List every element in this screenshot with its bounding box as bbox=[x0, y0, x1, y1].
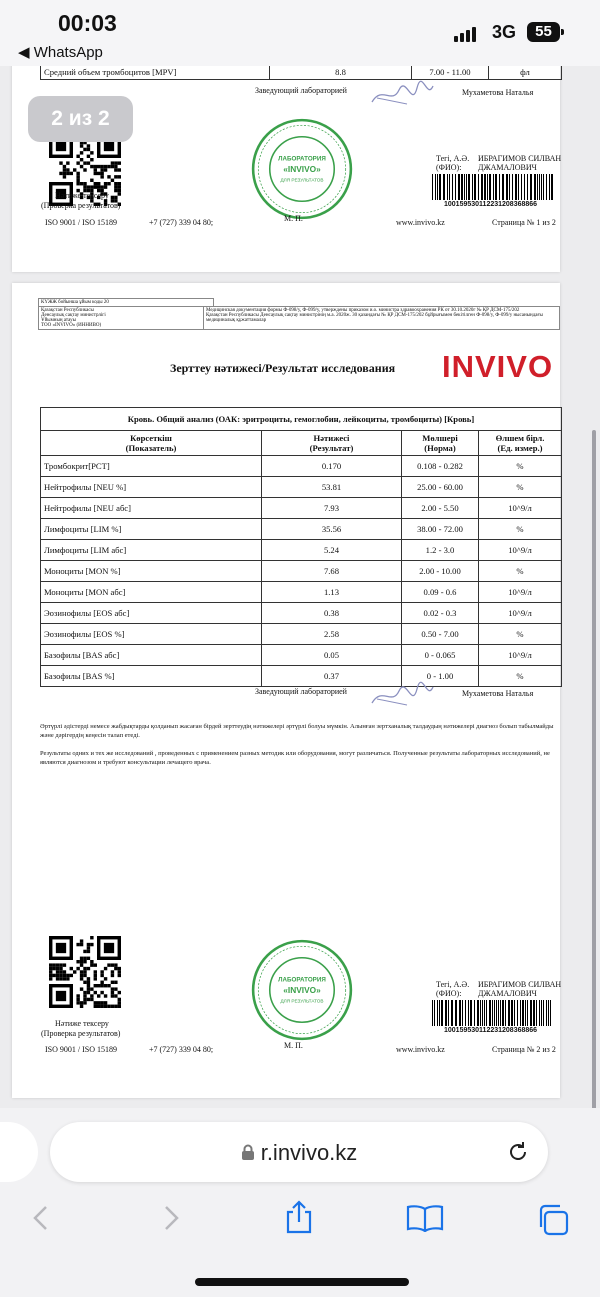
results-table bbox=[40, 407, 562, 687]
iso-label: ISO 9001 / ISO 15189 bbox=[45, 1045, 118, 1054]
result-row-mpv: Средний объем тромбоцитов [MPV] 8.8 7.00 - 11.00 фл bbox=[40, 65, 562, 80]
document-page-2 bbox=[12, 283, 560, 1098]
col-result: Нәтижесі (Результат) bbox=[262, 431, 402, 456]
previous-tab-preview[interactable] bbox=[0, 1122, 38, 1182]
svg-text:«INVIVO»: «INVIVO» bbox=[283, 985, 321, 996]
patient-name: ИБРАГИМОВ СИЛВАН bbox=[478, 980, 562, 989]
site-link[interactable]: www.invivo.kz bbox=[396, 1045, 445, 1054]
patient-label-2: (ФИО): bbox=[436, 163, 462, 172]
forward-icon[interactable] bbox=[160, 1204, 182, 1232]
address-bar[interactable] bbox=[50, 1122, 548, 1182]
url-label: r.invivo.kz bbox=[260, 1140, 358, 1165]
patient-label-2: (ФИО): bbox=[436, 989, 462, 998]
phone: +7 (727) 339 04 80; bbox=[149, 1045, 214, 1054]
barcode-icon bbox=[432, 174, 554, 200]
svg-text:ЛАБОРАТОРИЯ: ЛАБОРАТОРИЯ bbox=[278, 155, 326, 163]
verify-kz: Нәтиже тексеру bbox=[55, 1019, 109, 1028]
network-type: 3G bbox=[492, 22, 517, 42]
svg-text:ДЛЯ РЕЗУЛЬТАТОВ: ДЛЯ РЕЗУЛЬТАТОВ bbox=[280, 177, 324, 183]
status-bar bbox=[0, 0, 600, 66]
head-lab-name: Мухаметова Наталья bbox=[462, 88, 534, 97]
table-row: Эозинофилы [EOS %] 2.58 0.50 - 7.00 % bbox=[41, 624, 562, 645]
verify-ru: (Проверка результатов) bbox=[41, 1029, 121, 1038]
col-unit: Өлшем бірл. (Ед. измер.) bbox=[479, 431, 562, 456]
patient-name-2: ДЖАМАЛОВИЧ bbox=[478, 163, 537, 172]
barcode-number: 100159530112231208368866 bbox=[444, 1027, 538, 1034]
page-title: Зерттеу нәтижесі/Результат исследования bbox=[170, 361, 396, 375]
lock-icon bbox=[241, 1144, 255, 1161]
bookmarks-icon[interactable] bbox=[406, 1204, 444, 1232]
signature-icon bbox=[367, 681, 437, 711]
table-row: Тромбокрит[PCT] 0.170 0.108 - 0.282 % bbox=[41, 456, 562, 477]
table-row: Базофилы [BAS абс] 0.05 0 - 0.065 10^9/л bbox=[41, 645, 562, 666]
table-row: Нейтрофилы [NEU %] 53.81 25.00 - 60.00 % bbox=[41, 477, 562, 498]
page-indicator: 2 из 2 bbox=[28, 96, 133, 142]
invivo-logo: INVIVO bbox=[442, 349, 554, 384]
site-link[interactable]: www.invivo.kz bbox=[396, 218, 445, 227]
verify-ru: (Проверка результатов) bbox=[41, 201, 121, 210]
head-lab-label: Заведующий лабораторией bbox=[255, 86, 347, 95]
svg-text:ЛАБОРАТОРИЯ: ЛАБОРАТОРИЯ bbox=[278, 976, 326, 984]
head-lab-name: Мухаметова Наталья bbox=[462, 689, 534, 698]
disclaimer-ru: Результаты одних и тех же исследований , проведенных с применением разных методик или оборудования, могут различаться. Полученные результаты лабораторных исследований, не являются диагнозом и требуют консультации лечащего врача. bbox=[40, 750, 550, 766]
col-norm: Мөлшері (Норма) bbox=[402, 431, 479, 456]
svg-text:ДЛЯ РЕЗУЛЬТАТОВ: ДЛЯ РЕЗУЛЬТАТОВ bbox=[280, 998, 324, 1004]
table-row: Лимфоциты [LIM %] 35.56 38.00 - 72.00 % bbox=[41, 519, 562, 540]
document-page-1 bbox=[12, 50, 560, 272]
col-indicator: Көрсеткіш (Показатель) bbox=[41, 431, 262, 456]
head-lab-label: Заведующий лабораторией bbox=[255, 687, 347, 696]
table-title: Кровь. Общий анализ (ОАК: эритроциты, гемоглобин, лейкоциты, тромбоциты) [Кровь] bbox=[41, 408, 562, 431]
patient-label: Тегі, А.Ә. bbox=[436, 980, 470, 989]
disclaimer-kz: Әртүрлі әдістерді немесе жабдықтарды қолданып жасаған бірдей зерттеудің нәтижелері әртүрлі болуы мүмкін. Алынған зертханалық талдаудың нәтижелері диагноз болып табылмайды және дәрігердің кеңесін талап етеді. bbox=[40, 723, 554, 739]
table-row: Лимфоциты [LIM абс] 5.24 1.2 - 3.0 10^9/л bbox=[41, 540, 562, 561]
home-indicator[interactable] bbox=[195, 1278, 409, 1286]
mp-label: М. П. bbox=[284, 214, 303, 223]
page-number: Страница № 2 из 2 bbox=[492, 1045, 556, 1054]
status-time: 00:03 bbox=[58, 10, 117, 36]
scrollbar[interactable] bbox=[592, 430, 596, 1110]
mp-label: М. П. bbox=[284, 1041, 303, 1050]
share-icon[interactable] bbox=[284, 1200, 314, 1234]
signature-icon bbox=[367, 80, 437, 110]
table-row: Моноциты [MON абс] 1.13 0.09 - 0.6 10^9/л bbox=[41, 582, 562, 603]
phone: +7 (727) 339 04 80; bbox=[149, 218, 214, 227]
tabs-icon[interactable] bbox=[536, 1204, 570, 1236]
form-code: КҮЖЖ бойынша ұйым коды 20 bbox=[38, 298, 214, 306]
patient-label: Тегі, А.Ә. bbox=[436, 154, 470, 163]
patient-name: ИБРАГИМОВ СИЛВАН bbox=[478, 154, 562, 163]
barcode-number: 100159530112231208368866 bbox=[444, 201, 538, 208]
browser-toolbar bbox=[0, 1108, 600, 1297]
law-header: Қазақстан Республикасы Денсаулық сақтау министрлігі Ұйымның атауы ТОО «INVIVO» (ИННИВО) Медицинская документация формы Ф-098/у, Ф-099/у, утверждены приказом и.о. министра здравоохранения РК от 30.10.2020г № ҚР ДСМ-175/202 Қазақстан Республикасы Денсаулық сақтау министрінің м.а. 2020ж. 30 қазандағы № ҚР ДСМ-175/202 бұйрығымен бекітілген Ф-098/у, Ф-099/у нысанындағы медициналық құжаттамалар bbox=[38, 306, 560, 330]
qr-code-icon[interactable] bbox=[49, 936, 121, 1008]
signal-icon bbox=[454, 24, 478, 42]
back-to-app-link[interactable]: ◀ WhatsApp bbox=[18, 44, 103, 61]
table-row: Базофилы [BAS %] 0.37 0 - 1.00 % bbox=[41, 666, 562, 687]
table-row: Моноциты [MON %] 7.68 2.00 - 10.00 % bbox=[41, 561, 562, 582]
iso-label: ISO 9001 / ISO 15189 bbox=[45, 218, 118, 227]
table-row: Эозинофилы [EOS абс] 0.38 0.02 - 0.3 10^9/л bbox=[41, 603, 562, 624]
address-text[interactable] bbox=[50, 1140, 548, 1166]
table-row: Нейтрофилы [NEU абс] 7.93 2.00 - 5.50 10^9/л bbox=[41, 498, 562, 519]
back-icon[interactable] bbox=[30, 1204, 52, 1232]
lab-stamp-icon bbox=[250, 938, 354, 1042]
patient-name-2: ДЖАМАЛОВИЧ bbox=[478, 989, 537, 998]
lab-stamp-icon bbox=[250, 117, 354, 221]
battery-icon: 55 bbox=[527, 22, 560, 42]
verify-kz: Нәтиже тексеру bbox=[55, 191, 109, 200]
barcode-icon bbox=[432, 1000, 554, 1026]
reload-icon[interactable] bbox=[506, 1140, 530, 1164]
svg-text:«INVIVO»: «INVIVO» bbox=[283, 164, 321, 175]
page-number: Страница № 1 из 2 bbox=[492, 218, 556, 227]
